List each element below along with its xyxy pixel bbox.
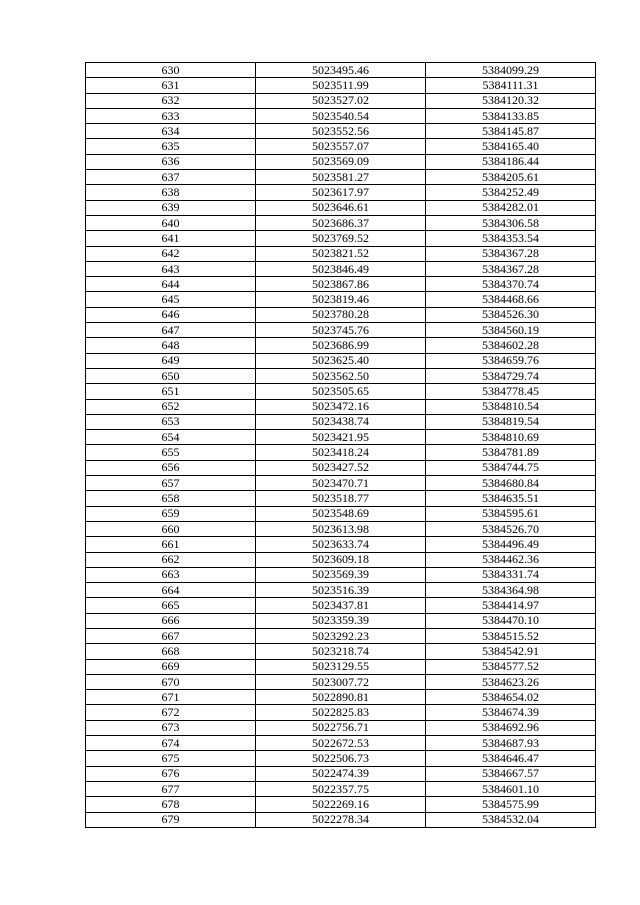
x-coordinate-cell: 5023609.18 xyxy=(256,552,426,567)
point-number-cell: 679 xyxy=(86,812,256,827)
point-number-cell: 656 xyxy=(86,460,256,475)
point-number-cell: 636 xyxy=(86,154,256,169)
table-row xyxy=(86,720,596,735)
table-row xyxy=(86,353,596,368)
x-coordinate-cell: 5022269.16 xyxy=(256,797,426,812)
y-coordinate-cell: 5384414.97 xyxy=(426,598,596,613)
point-number-cell: 654 xyxy=(86,430,256,445)
x-coordinate-cell: 5023495.46 xyxy=(256,63,426,78)
point-number-cell: 641 xyxy=(86,231,256,246)
point-number-cell: 672 xyxy=(86,705,256,720)
point-number-cell: 649 xyxy=(86,353,256,368)
table-row xyxy=(86,292,596,307)
table-row xyxy=(86,338,596,353)
x-coordinate-cell: 5023613.98 xyxy=(256,521,426,536)
y-coordinate-cell: 5384165.40 xyxy=(426,139,596,154)
table-row xyxy=(86,690,596,705)
point-number-cell: 653 xyxy=(86,414,256,429)
point-number-cell: 668 xyxy=(86,644,256,659)
x-coordinate-cell: 5023437.81 xyxy=(256,598,426,613)
table-row xyxy=(86,751,596,766)
point-number-cell: 663 xyxy=(86,567,256,582)
table-row xyxy=(86,430,596,445)
x-coordinate-cell: 5023562.50 xyxy=(256,368,426,383)
point-number-cell: 660 xyxy=(86,521,256,536)
x-coordinate-cell: 5023129.55 xyxy=(256,659,426,674)
y-coordinate-cell: 5384778.45 xyxy=(426,384,596,399)
x-coordinate-cell: 5023569.39 xyxy=(256,567,426,582)
table-row xyxy=(86,567,596,582)
point-number-cell: 665 xyxy=(86,598,256,613)
y-coordinate-cell: 5384729.74 xyxy=(426,368,596,383)
y-coordinate-cell: 5384133.85 xyxy=(426,108,596,123)
y-coordinate-cell: 5384099.29 xyxy=(426,63,596,78)
point-number-cell: 667 xyxy=(86,628,256,643)
y-coordinate-cell: 5384496.49 xyxy=(426,537,596,552)
point-number-cell: 659 xyxy=(86,506,256,521)
point-number-cell: 632 xyxy=(86,93,256,108)
point-number-cell: 647 xyxy=(86,323,256,338)
y-coordinate-cell: 5384353.54 xyxy=(426,231,596,246)
y-coordinate-cell: 5384367.28 xyxy=(426,261,596,276)
y-coordinate-cell: 5384674.39 xyxy=(426,705,596,720)
x-coordinate-cell: 5022278.34 xyxy=(256,812,426,827)
table-row xyxy=(86,781,596,796)
table-row xyxy=(86,491,596,506)
point-number-cell: 676 xyxy=(86,766,256,781)
point-number-cell: 673 xyxy=(86,720,256,735)
table-row xyxy=(86,766,596,781)
y-coordinate-cell: 5384145.87 xyxy=(426,124,596,139)
y-coordinate-cell: 5384526.70 xyxy=(426,521,596,536)
point-number-cell: 639 xyxy=(86,200,256,215)
y-coordinate-cell: 5384364.98 xyxy=(426,583,596,598)
y-coordinate-cell: 5384470.10 xyxy=(426,613,596,628)
table-row xyxy=(86,674,596,689)
y-coordinate-cell: 5384687.93 xyxy=(426,736,596,751)
y-coordinate-cell: 5384595.61 xyxy=(426,506,596,521)
y-coordinate-cell: 5384646.47 xyxy=(426,751,596,766)
x-coordinate-cell: 5023686.99 xyxy=(256,338,426,353)
x-coordinate-cell: 5023007.72 xyxy=(256,674,426,689)
table-row xyxy=(86,384,596,399)
x-coordinate-cell: 5023625.40 xyxy=(256,353,426,368)
x-coordinate-cell: 5022672.53 xyxy=(256,736,426,751)
table-row xyxy=(86,63,596,78)
table-row xyxy=(86,368,596,383)
table-row xyxy=(86,185,596,200)
point-number-cell: 658 xyxy=(86,491,256,506)
y-coordinate-cell: 5384601.10 xyxy=(426,781,596,796)
point-number-cell: 669 xyxy=(86,659,256,674)
y-coordinate-cell: 5384744.75 xyxy=(426,460,596,475)
y-coordinate-cell: 5384819.54 xyxy=(426,414,596,429)
point-number-cell: 645 xyxy=(86,292,256,307)
point-number-cell: 643 xyxy=(86,261,256,276)
point-number-cell: 662 xyxy=(86,552,256,567)
y-coordinate-cell: 5384111.31 xyxy=(426,78,596,93)
x-coordinate-cell: 5023552.56 xyxy=(256,124,426,139)
y-coordinate-cell: 5384515.52 xyxy=(426,628,596,643)
table-row xyxy=(86,323,596,338)
table-row xyxy=(86,644,596,659)
x-coordinate-cell: 5023821.52 xyxy=(256,246,426,261)
x-coordinate-cell: 5023438.74 xyxy=(256,414,426,429)
point-number-cell: 646 xyxy=(86,307,256,322)
y-coordinate-cell: 5384370.74 xyxy=(426,277,596,292)
y-coordinate-cell: 5384680.84 xyxy=(426,476,596,491)
coordinate-table-body xyxy=(86,63,596,828)
point-number-cell: 638 xyxy=(86,185,256,200)
x-coordinate-cell: 5023646.61 xyxy=(256,200,426,215)
table-row xyxy=(86,552,596,567)
point-number-cell: 670 xyxy=(86,674,256,689)
y-coordinate-cell: 5384659.76 xyxy=(426,353,596,368)
y-coordinate-cell: 5384575.99 xyxy=(426,797,596,812)
x-coordinate-cell: 5023769.52 xyxy=(256,231,426,246)
point-number-cell: 671 xyxy=(86,690,256,705)
x-coordinate-cell: 5023557.07 xyxy=(256,139,426,154)
point-number-cell: 674 xyxy=(86,736,256,751)
table-row xyxy=(86,399,596,414)
point-number-cell: 637 xyxy=(86,170,256,185)
y-coordinate-cell: 5384526.30 xyxy=(426,307,596,322)
x-coordinate-cell: 5023505.65 xyxy=(256,384,426,399)
x-coordinate-cell: 5023617.97 xyxy=(256,185,426,200)
x-coordinate-cell: 5022474.39 xyxy=(256,766,426,781)
x-coordinate-cell: 5022506.73 xyxy=(256,751,426,766)
y-coordinate-cell: 5384692.96 xyxy=(426,720,596,735)
table-row xyxy=(86,812,596,827)
y-coordinate-cell: 5384667.57 xyxy=(426,766,596,781)
y-coordinate-cell: 5384306.58 xyxy=(426,215,596,230)
y-coordinate-cell: 5384282.01 xyxy=(426,200,596,215)
x-coordinate-cell: 5023218.74 xyxy=(256,644,426,659)
table-row xyxy=(86,307,596,322)
y-coordinate-cell: 5384331.74 xyxy=(426,567,596,582)
table-row xyxy=(86,628,596,643)
x-coordinate-cell: 5022890.81 xyxy=(256,690,426,705)
point-number-cell: 675 xyxy=(86,751,256,766)
x-coordinate-cell: 5023359.39 xyxy=(256,613,426,628)
point-number-cell: 657 xyxy=(86,476,256,491)
table-row xyxy=(86,277,596,292)
table-row xyxy=(86,78,596,93)
point-number-cell: 633 xyxy=(86,108,256,123)
point-number-cell: 644 xyxy=(86,277,256,292)
x-coordinate-cell: 5023418.24 xyxy=(256,445,426,460)
y-coordinate-cell: 5384120.32 xyxy=(426,93,596,108)
table-row xyxy=(86,797,596,812)
point-number-cell: 642 xyxy=(86,246,256,261)
table-row xyxy=(86,215,596,230)
x-coordinate-cell: 5023472.16 xyxy=(256,399,426,414)
table-row xyxy=(86,476,596,491)
x-coordinate-cell: 5023548.69 xyxy=(256,506,426,521)
x-coordinate-cell: 5023686.37 xyxy=(256,215,426,230)
x-coordinate-cell: 5023867.86 xyxy=(256,277,426,292)
table-row xyxy=(86,170,596,185)
x-coordinate-cell: 5022756.71 xyxy=(256,720,426,735)
coordinate-table xyxy=(85,62,596,828)
y-coordinate-cell: 5384468.66 xyxy=(426,292,596,307)
y-coordinate-cell: 5384367.28 xyxy=(426,246,596,261)
table-row xyxy=(86,154,596,169)
y-coordinate-cell: 5384623.26 xyxy=(426,674,596,689)
table-row xyxy=(86,414,596,429)
x-coordinate-cell: 5022357.75 xyxy=(256,781,426,796)
x-coordinate-cell: 5023511.99 xyxy=(256,78,426,93)
table-row xyxy=(86,506,596,521)
x-coordinate-cell: 5023292.23 xyxy=(256,628,426,643)
y-coordinate-cell: 5384635.51 xyxy=(426,491,596,506)
x-coordinate-cell: 5023819.46 xyxy=(256,292,426,307)
point-number-cell: 630 xyxy=(86,63,256,78)
point-number-cell: 651 xyxy=(86,384,256,399)
point-number-cell: 655 xyxy=(86,445,256,460)
x-coordinate-cell: 5023516.39 xyxy=(256,583,426,598)
point-number-cell: 635 xyxy=(86,139,256,154)
point-number-cell: 664 xyxy=(86,583,256,598)
table-row xyxy=(86,659,596,674)
point-number-cell: 648 xyxy=(86,338,256,353)
table-row xyxy=(86,705,596,720)
point-number-cell: 634 xyxy=(86,124,256,139)
point-number-cell: 640 xyxy=(86,215,256,230)
table-row xyxy=(86,231,596,246)
table-row xyxy=(86,736,596,751)
table-row xyxy=(86,108,596,123)
point-number-cell: 652 xyxy=(86,399,256,414)
x-coordinate-cell: 5023780.28 xyxy=(256,307,426,322)
x-coordinate-cell: 5023745.76 xyxy=(256,323,426,338)
x-coordinate-cell: 5023527.02 xyxy=(256,93,426,108)
x-coordinate-cell: 5023470.71 xyxy=(256,476,426,491)
table-row xyxy=(86,445,596,460)
y-coordinate-cell: 5384810.69 xyxy=(426,430,596,445)
y-coordinate-cell: 5384205.61 xyxy=(426,170,596,185)
table-row xyxy=(86,93,596,108)
point-number-cell: 661 xyxy=(86,537,256,552)
table-row xyxy=(86,124,596,139)
y-coordinate-cell: 5384532.04 xyxy=(426,812,596,827)
point-number-cell: 666 xyxy=(86,613,256,628)
point-number-cell: 650 xyxy=(86,368,256,383)
x-coordinate-cell: 5023581.27 xyxy=(256,170,426,185)
y-coordinate-cell: 5384252.49 xyxy=(426,185,596,200)
x-coordinate-cell: 5023518.77 xyxy=(256,491,426,506)
x-coordinate-cell: 5023427.52 xyxy=(256,460,426,475)
x-coordinate-cell: 5023540.54 xyxy=(256,108,426,123)
y-coordinate-cell: 5384577.52 xyxy=(426,659,596,674)
point-number-cell: 677 xyxy=(86,781,256,796)
table-row xyxy=(86,139,596,154)
table-row xyxy=(86,261,596,276)
x-coordinate-cell: 5023633.74 xyxy=(256,537,426,552)
table-row xyxy=(86,200,596,215)
y-coordinate-cell: 5384781.89 xyxy=(426,445,596,460)
table-row xyxy=(86,246,596,261)
y-coordinate-cell: 5384462.36 xyxy=(426,552,596,567)
y-coordinate-cell: 5384654.02 xyxy=(426,690,596,705)
x-coordinate-cell: 5023421.95 xyxy=(256,430,426,445)
y-coordinate-cell: 5384602.28 xyxy=(426,338,596,353)
x-coordinate-cell: 5023846.49 xyxy=(256,261,426,276)
point-number-cell: 678 xyxy=(86,797,256,812)
table-row xyxy=(86,613,596,628)
y-coordinate-cell: 5384186.44 xyxy=(426,154,596,169)
y-coordinate-cell: 5384560.19 xyxy=(426,323,596,338)
table-row xyxy=(86,598,596,613)
x-coordinate-cell: 5023569.09 xyxy=(256,154,426,169)
table-row xyxy=(86,537,596,552)
y-coordinate-cell: 5384542.91 xyxy=(426,644,596,659)
y-coordinate-cell: 5384810.54 xyxy=(426,399,596,414)
x-coordinate-cell: 5022825.83 xyxy=(256,705,426,720)
table-row xyxy=(86,521,596,536)
table-row xyxy=(86,460,596,475)
table-row xyxy=(86,583,596,598)
point-number-cell: 631 xyxy=(86,78,256,93)
